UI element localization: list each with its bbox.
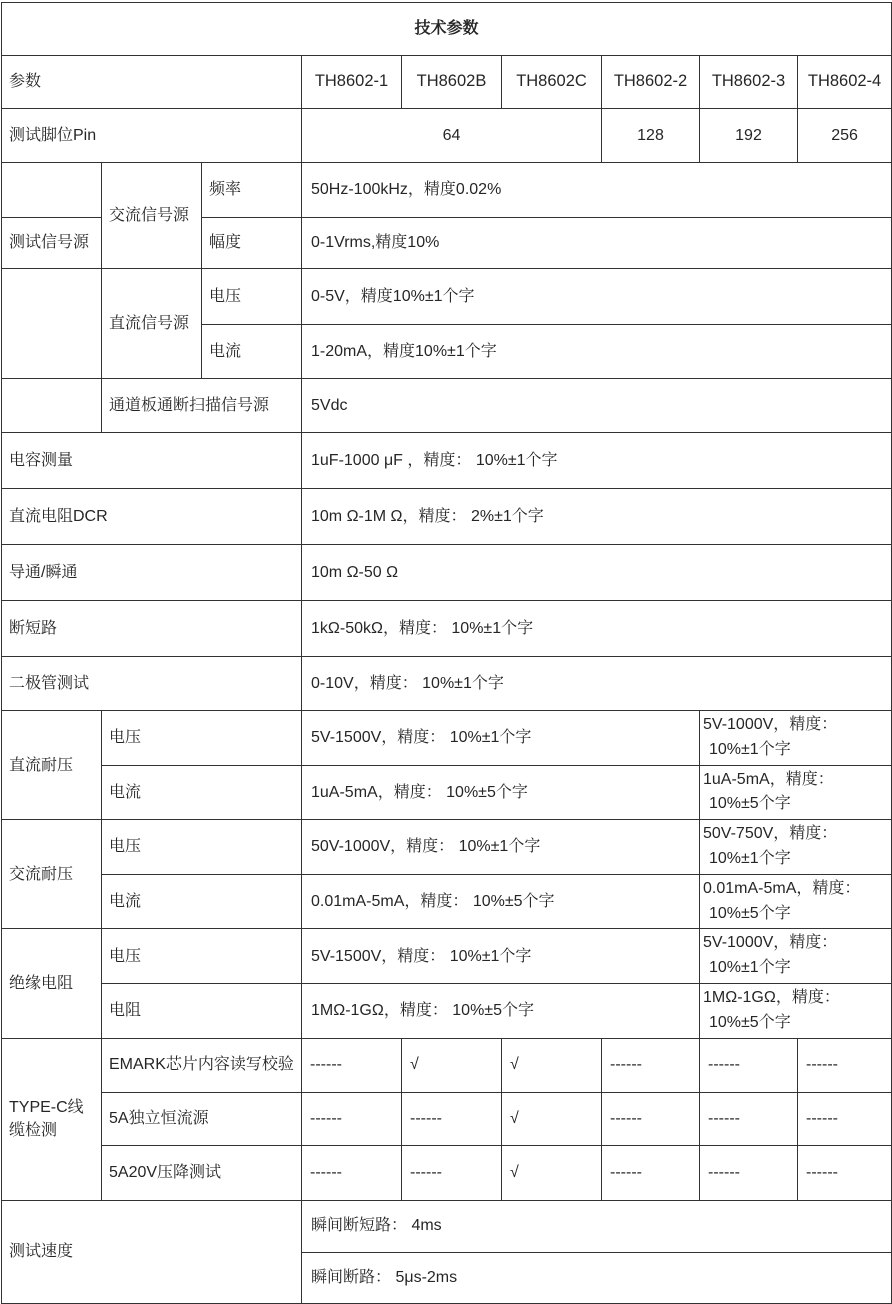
amplitude-value: 0-1Vrms,精度10% <box>302 218 892 269</box>
scan-source-label: 通道板通断扫描信号源 <box>102 379 302 433</box>
dc-current-label: 电流 <box>202 325 302 379</box>
dc-withstand-current-alt <box>700 765 892 820</box>
ac-withstand-current-alt <box>700 874 892 929</box>
alt-line2: 10%±1个字 <box>709 740 791 758</box>
cc-source-label: 5A独立恒流源 <box>102 1092 302 1145</box>
tech-params-table <box>1 2 892 1304</box>
model-header-th8602b: TH8602B <box>402 56 502 109</box>
emark-th8602-4: ------ <box>798 1038 892 1092</box>
amplitude-label: 幅度 <box>202 218 302 269</box>
pin-value-64: 64 <box>302 109 602 163</box>
emark-th8602-1: ------ <box>302 1038 402 1092</box>
empty-cell <box>2 379 102 433</box>
ac-withstand-current-label: 电流 <box>102 874 302 929</box>
conduction-value: 10m Ω-50 Ω <box>302 545 892 601</box>
alt-line1: 1MΩ-1GΩ，精度： <box>703 988 840 1006</box>
diode-label: 二极管测试 <box>2 657 302 711</box>
dc-withstand-voltage-row <box>2 711 892 766</box>
dc-voltage-value: 0-5V，精度10%±1个字 <box>302 269 892 325</box>
dc-withstand-current-label: 电流 <box>102 765 302 820</box>
insulation-voltage-label: 电压 <box>102 929 302 984</box>
ac-withstand-current-row <box>2 874 892 929</box>
alt-line1: 50V-750V，精度： <box>703 825 838 843</box>
diode-row <box>2 657 892 711</box>
pin-value-128: 128 <box>602 109 700 163</box>
empty-cell <box>2 163 102 218</box>
ac-withstand-current-main: 0.01mA-5mA，精度： 10%±5个字 <box>302 874 700 929</box>
cc-th8602-2: ------ <box>602 1092 700 1145</box>
conduction-label: 导通/瞬通 <box>2 545 302 601</box>
dc-current-value: 1-20mA，精度10%±1个字 <box>302 325 892 379</box>
emark-label: EMARK芯片内容读写校验 <box>102 1038 302 1092</box>
frequency-value: 50Hz-100kHz，精度0.02% <box>302 163 892 218</box>
drop-th8602c: √ <box>502 1145 602 1200</box>
alt-line1: 5V-1000V，精度： <box>703 716 838 733</box>
title-row <box>2 3 892 56</box>
typec-cc-row <box>2 1092 892 1145</box>
insulation-voltage-main: 5V-1500V，精度： 10%±1个字 <box>302 929 700 984</box>
model-header-th8602-3: TH8602-3 <box>700 56 798 109</box>
insulation-resistance-alt <box>700 983 892 1038</box>
insulation-resistance-row <box>2 983 892 1038</box>
capacitance-label: 电容测量 <box>2 433 302 489</box>
typec-emark-row <box>2 1038 892 1092</box>
dc-withstand-voltage-label: 电压 <box>102 711 302 766</box>
speed-row-1 <box>2 1200 892 1252</box>
alt-line2: 10%±1个字 <box>709 849 791 867</box>
dc-voltage-row <box>2 269 892 325</box>
dc-source-label: 直流信号源 <box>102 269 202 379</box>
alt-line1: 0.01mA-5mA，精度： <box>703 879 861 897</box>
dc-withstand-current-main: 1uA-5mA，精度： 10%±5个字 <box>302 765 700 820</box>
alt-line1: 1uA-5mA，精度： <box>703 770 834 788</box>
model-header-th8602-4: TH8602-4 <box>798 56 892 109</box>
conduction-row <box>2 545 892 601</box>
param-header-cell: 参数 <box>2 56 302 109</box>
ac-withstand-group-label: 交流耐压 <box>2 820 102 929</box>
scan-source-value: 5Vdc <box>302 379 892 433</box>
ac-withstand-voltage-label: 电压 <box>102 820 302 875</box>
insulation-group-label: 绝缘电阻 <box>2 929 102 1038</box>
alt-line2: 10%±5个字 <box>709 795 791 813</box>
typec-drop-row <box>2 1145 892 1200</box>
insulation-voltage-alt <box>700 929 892 984</box>
alt-line2: 10%±5个字 <box>709 904 791 922</box>
ac-frequency-row <box>2 163 892 218</box>
ac-withstand-voltage-alt <box>700 820 892 875</box>
insulation-resistance-label: 电阻 <box>102 983 302 1038</box>
cc-th8602b: ------ <box>402 1092 502 1145</box>
signal-source-group-label: 测试信号源 <box>2 218 102 269</box>
drop-th8602-4: ------ <box>798 1145 892 1200</box>
emark-th8602-2: ------ <box>602 1038 700 1092</box>
header-row <box>2 56 892 109</box>
ac-withstand-voltage-main: 50V-1000V，精度： 10%±1个字 <box>302 820 700 875</box>
dcr-value: 10m Ω-1M Ω，精度： 2%±1个字 <box>302 489 892 545</box>
empty-cell <box>2 269 102 379</box>
cc-th8602c: √ <box>502 1092 602 1145</box>
frequency-label: 频率 <box>202 163 302 218</box>
emark-th8602-3: ------ <box>700 1038 798 1092</box>
open-short-row <box>2 601 892 657</box>
diode-value: 0-10V，精度： 10%±1个字 <box>302 657 892 711</box>
drop-th8602b: ------ <box>402 1145 502 1200</box>
capacitance-value: 1uF-1000 μF ，精度： 10%±1个字 <box>302 433 892 489</box>
open-short-label: 断短路 <box>2 601 302 657</box>
speed-group-label: 测试速度 <box>2 1200 302 1303</box>
emark-th8602c: √ <box>502 1038 602 1092</box>
drop-test-label: 5A20V压降测试 <box>102 1145 302 1200</box>
dcr-row <box>2 489 892 545</box>
speed-value-2: 瞬间断路： 5μs-2ms <box>302 1252 892 1303</box>
drop-th8602-2: ------ <box>602 1145 700 1200</box>
alt-line1: 5V-1000V，精度： <box>703 934 838 952</box>
model-header-th8602-2: TH8602-2 <box>602 56 700 109</box>
alt-line2: 10%±1个字 <box>709 959 791 977</box>
typec-group-label: TYPE-C线缆检测 <box>2 1038 102 1200</box>
open-short-value: 1kΩ-50kΩ，精度： 10%±1个字 <box>302 601 892 657</box>
dcr-label: 直流电阻DCR <box>2 489 302 545</box>
cc-th8602-4: ------ <box>798 1092 892 1145</box>
drop-th8602-3: ------ <box>700 1145 798 1200</box>
model-header-th8602-1: TH8602-1 <box>302 56 402 109</box>
dc-withstand-group-label: 直流耐压 <box>2 711 102 820</box>
pin-row <box>2 109 892 163</box>
scan-source-row <box>2 379 892 433</box>
alt-line2: 10%±5个字 <box>709 1013 791 1031</box>
ac-source-label: 交流信号源 <box>102 163 202 269</box>
speed-value-1: 瞬间断短路： 4ms <box>302 1200 892 1252</box>
drop-th8602-1: ------ <box>302 1145 402 1200</box>
pin-value-256: 256 <box>798 109 892 163</box>
pin-value-192: 192 <box>700 109 798 163</box>
dc-voltage-label: 电压 <box>202 269 302 325</box>
cc-th8602-1: ------ <box>302 1092 402 1145</box>
dc-withstand-voltage-main: 5V-1500V，精度： 10%±1个字 <box>302 711 700 766</box>
emark-th8602b: √ <box>402 1038 502 1092</box>
capacitance-row <box>2 433 892 489</box>
dc-withstand-voltage-alt <box>700 711 892 766</box>
page-title: 技术参数 <box>2 3 892 56</box>
model-header-th8602c: TH8602C <box>502 56 602 109</box>
ac-withstand-voltage-row <box>2 820 892 875</box>
insulation-resistance-main: 1MΩ-1GΩ，精度： 10%±5个字 <box>302 983 700 1038</box>
cc-th8602-3: ------ <box>700 1092 798 1145</box>
pin-label: 测试脚位Pin <box>2 109 302 163</box>
insulation-voltage-row <box>2 929 892 984</box>
dc-withstand-current-row <box>2 765 892 820</box>
